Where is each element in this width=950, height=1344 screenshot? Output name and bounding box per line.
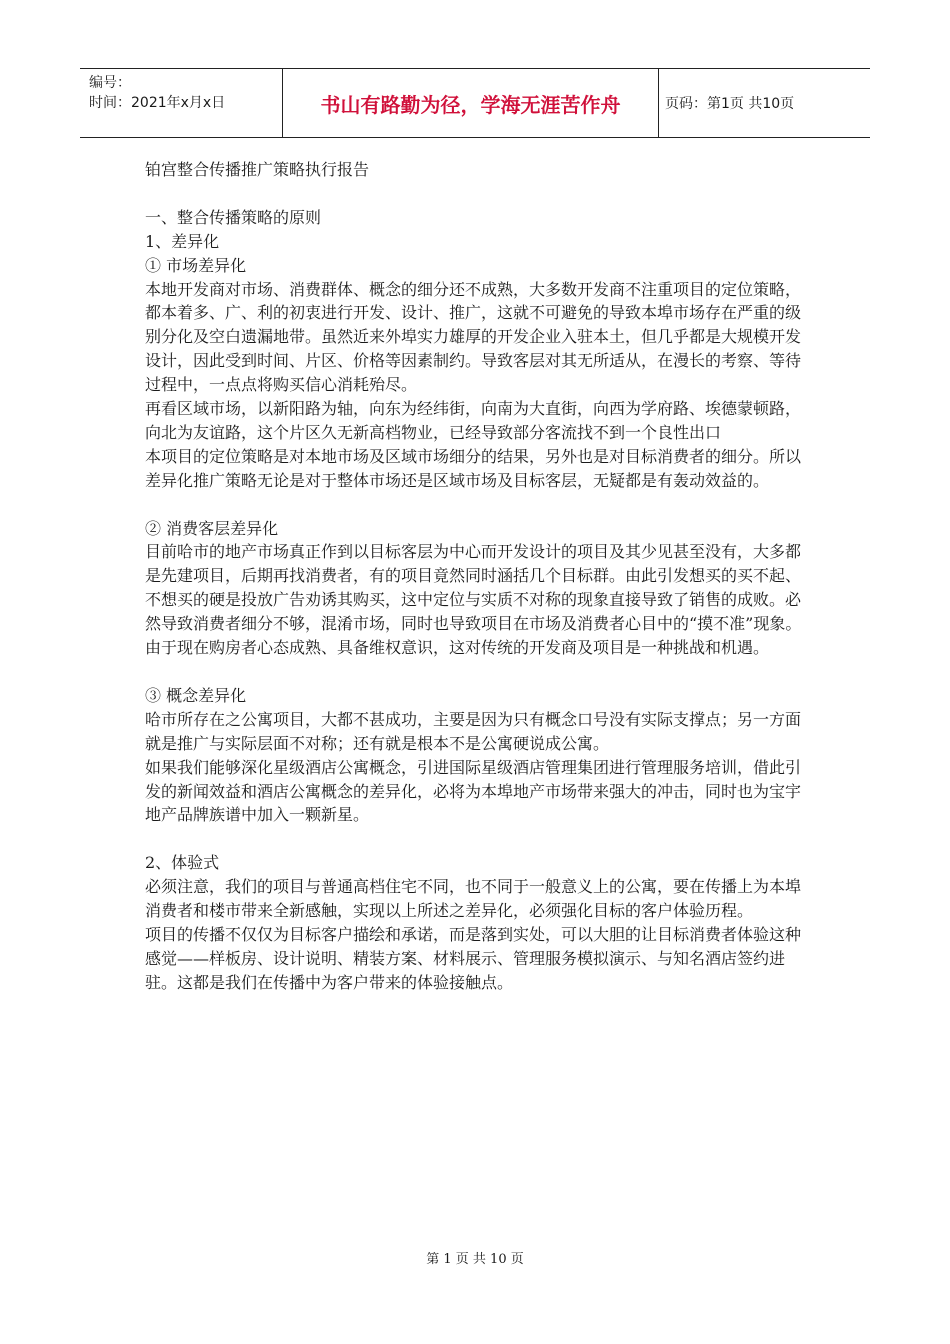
- header-motto-cell: [283, 69, 659, 137]
- number-label: 编号：: [89, 75, 131, 91]
- item-heading: ① 市场差异化: [145, 255, 247, 275]
- page-info: 页码：第1页 共10页: [665, 96, 795, 112]
- paragraph: 再看区域市场，以新阳路为轴，向东为经纬街，向南为大直街，向西为学府路、埃德蒙顿路，向北为友谊路，这个片区久无新高档物业，已经导致部分客流找不到一个良性出口: [145, 399, 802, 442]
- paragraph: 项目的传播不仅仅为目标客户描绘和承诺，而是落到实处，可以大胆的让目标消费者体验这种感觉——样板房、设计说明、精装方案、材料展示、管理服务模拟演示、与知名酒店签约进驻。这都是我们在传播中为客户带来的体验接触点。: [145, 924, 802, 992]
- spacer: [145, 493, 815, 517]
- page-footer: [0, 1248, 950, 1267]
- paragraph: 如果我们能够深化星级酒店公寓概念，引进国际星级酒店管理集团进行管理服务培训，借此引发的新闻效益和酒店公寓概念的差异化，必将为本埠地产市场带来强大的冲击，同时也为宝宇地产品牌族谱中加入一颗新星。: [145, 757, 802, 825]
- header-table: [80, 68, 870, 138]
- item-heading: ② 消费客层差异化: [145, 518, 279, 538]
- subsection-heading: 1、差异化: [145, 231, 220, 251]
- section-heading: 一、整合传播策略的原则: [145, 207, 322, 227]
- motto-text: 书山有路勤为径，学海无涯苦作舟: [320, 92, 621, 117]
- item-heading: ③ 概念差异化: [145, 685, 247, 705]
- paragraph: 目前哈市的地产市场真正作到以目标客层为中心而开发设计的项目及其少见甚至没有，大多都是先建项目，后期再找消费者，有的项目竟然同时涵括几个目标群。由此引发想买的买不起、不想买的硬是投放广告劝诱其购买，这中定位与实质不对称的现象直接导致了销售的成败。必然导致消费者细分不够，混淆市场，同时也导致项目在市场及消费者心目中的“摸不准”现象。: [145, 542, 802, 634]
- spacer: [145, 827, 815, 851]
- time-label: 时间：2021年x月x日: [89, 95, 226, 111]
- paragraph: 本项目的定位策略是对本地市场及区域市场细分的结果，另外也是对目标消费者的细分。所以差异化推广策略无论是对于整体市场还是区域市场及目标客层，无疑都是有轰动效益的。: [145, 446, 802, 490]
- paragraph: 哈市所存在之公寓项目，大都不甚成功，主要是因为只有概念口号没有实际支撑点；另一方面就是推广与实际层面不对称；还有就是根本不是公寓硬说成公寓。: [145, 709, 802, 753]
- subsection-heading: 2、体验式: [145, 853, 220, 873]
- header-page-cell: [659, 69, 870, 137]
- paragraph: 由于现在购房者心态成熟、具备维权意识，这对传统的开发商及项目是一种挑战和机遇。: [145, 638, 770, 658]
- paragraph: 本地开发商对市场、消费群体、概念的细分还不成熟，大多数开发商不注重项目的定位策略，都本着多、广、利的初衷进行开发、设计、推广，这就不可避免的导致本埠市场存在严重的级别分化及空白遗漏地带。虽然近来外埠实力雄厚的开发企业入驻本土，但几乎都是大规模开发设计，因此受到时间、片区、价格等因素制约。导致客层对其无所适从，在漫长的考察、等待过程中，一点点将购买信心消耗殆尽。: [145, 279, 802, 395]
- spacer: [145, 182, 815, 206]
- footer-page-number: 第 1 页 共 10 页: [426, 1252, 524, 1267]
- document-body: [145, 158, 815, 995]
- document-title: 铂宫整合传播推广策略执行报告: [145, 160, 370, 179]
- spacer: [145, 660, 815, 684]
- header-meta-cell: [80, 69, 283, 137]
- paragraph: 必须注意，我们的项目与普通高档住宅不同，也不同于一般意义上的公寓，要在传播上为本埠消费者和楼市带来全新感触，实现以上所述之差异化，必须强化目标的客户体验历程。: [145, 877, 802, 921]
